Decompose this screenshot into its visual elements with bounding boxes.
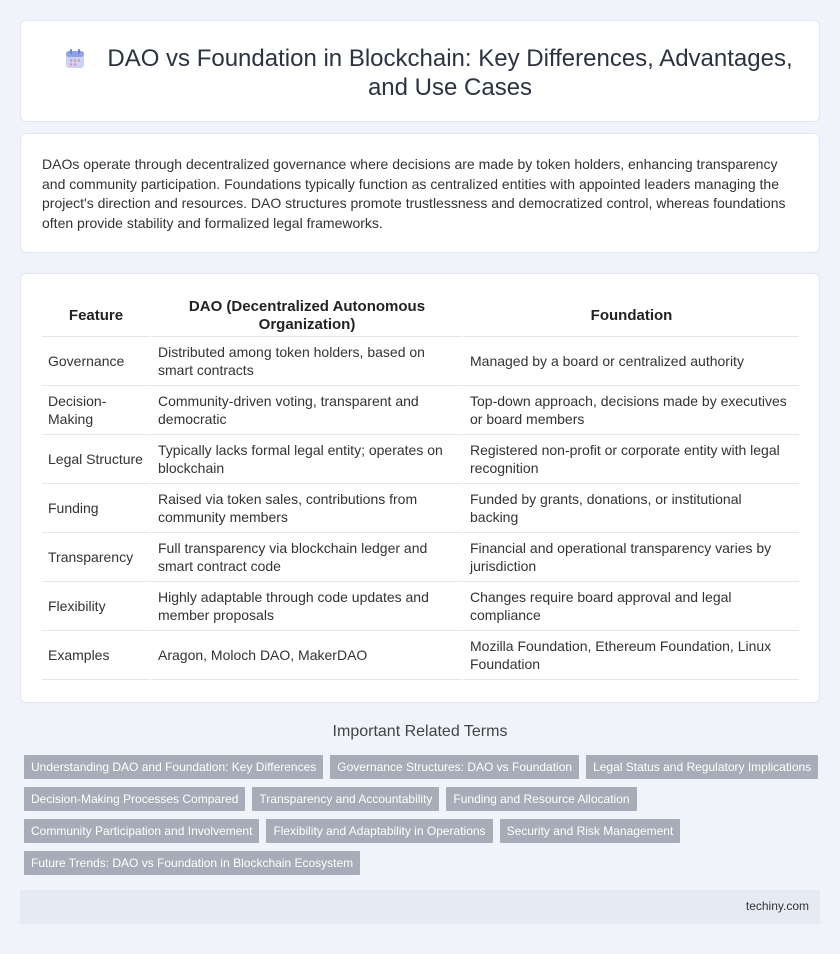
dao-cell: Aragon, Moloch DAO, MakerDAO — [152, 631, 464, 680]
related-term-link[interactable]: Funding and Resource Allocation — [446, 787, 636, 811]
feature-cell: Legal Structure — [42, 435, 152, 484]
related-term-link[interactable]: Decision-Making Processes Compared — [24, 787, 245, 811]
foundation-cell: Financial and operational transparency varies by jurisdiction — [464, 533, 799, 582]
table-header-row — [42, 295, 799, 337]
table-row — [42, 435, 799, 484]
related-terms-list — [24, 755, 824, 875]
site-name[interactable]: techiny.com — [745, 899, 809, 913]
dao-cell: Raised via token sales, contributions from community members — [152, 484, 464, 533]
footer — [20, 890, 820, 924]
feature-cell: Transparency — [42, 533, 152, 582]
feature-cell: Decision-Making — [42, 386, 152, 435]
table-row — [42, 337, 799, 386]
feature-cell: Flexibility — [42, 582, 152, 631]
header-dao: DAO (Decentralized Autonomous Organization) — [152, 295, 464, 337]
related-term-link[interactable]: Future Trends: DAO vs Foundation in Blockchain Ecosystem — [24, 851, 360, 875]
page-title: DAO vs Foundation in Blockchain: Key Differences, Advantages, and Use Cases — [107, 45, 793, 101]
dao-cell: Full transparency via blockchain ledger and smart contract code — [152, 533, 464, 582]
header-feature: Feature — [42, 295, 152, 337]
dao-cell: Typically lacks formal legal entity; operates on blockchain — [152, 435, 464, 484]
dao-cell: Highly adaptable through code updates and member proposals — [152, 582, 464, 631]
feature-cell: Funding — [42, 484, 152, 533]
feature-cell: Governance — [42, 337, 152, 386]
related-term-link[interactable]: Transparency and Accountability — [252, 787, 439, 811]
table-row — [42, 386, 799, 435]
related-term-link[interactable]: Governance Structures: DAO vs Foundation — [330, 755, 579, 779]
comparison-table — [42, 295, 799, 680]
intro-card — [20, 133, 820, 253]
header-foundation: Foundation — [464, 295, 799, 337]
intro-text: DAOs operate through decentralized governance where decisions are made by token holders, enhancing transparency and community participation. Foundations typically function as centralized entities with appointed leaders managing the project's direction and resources. DAO structures promote trustlessness and democratized control, whereas foundations often provide stability and formalized legal frameworks. — [42, 156, 786, 231]
foundation-cell: Funded by grants, donations, or institutional backing — [464, 484, 799, 533]
calendar-icon — [63, 47, 87, 71]
table-row — [42, 533, 799, 582]
related-term-link[interactable]: Legal Status and Regulatory Implications — [586, 755, 818, 779]
comparison-table-card — [20, 273, 820, 703]
table-row — [42, 484, 799, 533]
title-card — [20, 20, 820, 122]
related-terms-heading: Important Related Terms — [332, 723, 508, 740]
foundation-cell: Changes require board approval and legal compliance — [464, 582, 799, 631]
table-row — [42, 582, 799, 631]
foundation-cell: Top-down approach, decisions made by executives or board members — [464, 386, 799, 435]
foundation-cell: Registered non-profit or corporate entity with legal recognition — [464, 435, 799, 484]
table-row — [42, 631, 799, 680]
related-term-link[interactable]: Understanding DAO and Foundation: Key Differences — [24, 755, 323, 779]
dao-cell: Community-driven voting, transparent and democratic — [152, 386, 464, 435]
feature-cell: Examples — [42, 631, 152, 680]
related-term-link[interactable]: Flexibility and Adaptability in Operations — [266, 819, 492, 843]
related-term-link[interactable]: Security and Risk Management — [500, 819, 681, 843]
foundation-cell: Mozilla Foundation, Ethereum Foundation, Linux Foundation — [464, 631, 799, 680]
foundation-cell: Managed by a board or centralized authority — [464, 337, 799, 386]
dao-cell: Distributed among token holders, based on smart contracts — [152, 337, 464, 386]
related-term-link[interactable]: Community Participation and Involvement — [24, 819, 259, 843]
